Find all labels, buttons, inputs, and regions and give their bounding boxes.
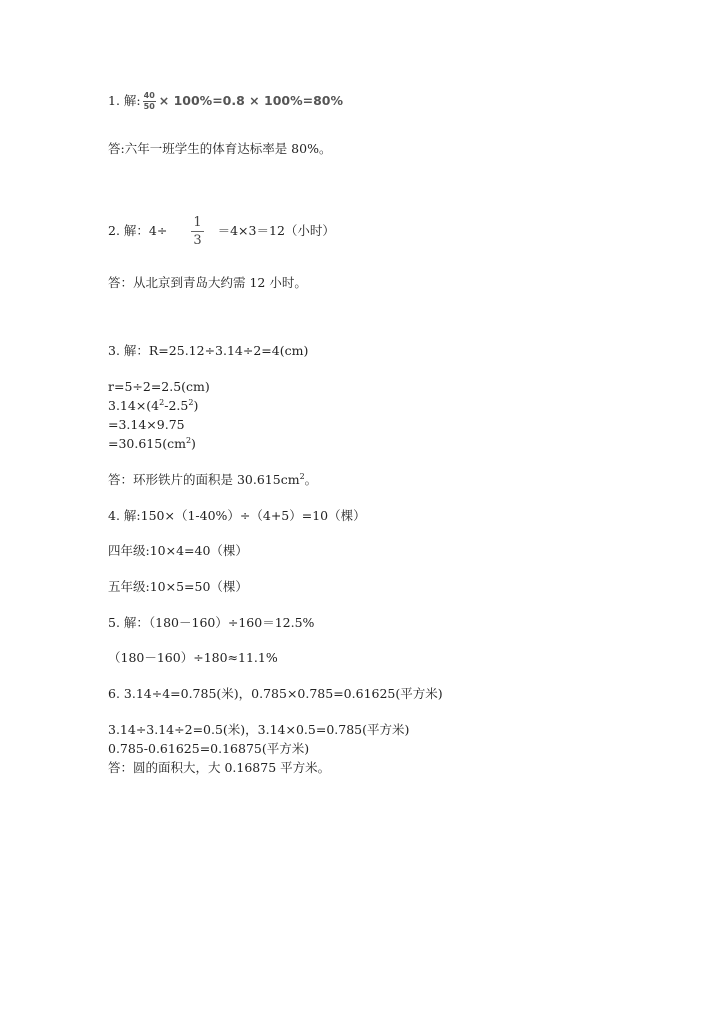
q3-line-3-exponent-1: 2 — [159, 398, 165, 407]
q2-solution-line — [108, 216, 335, 247]
q4-line-1: 4. 解:150×（1-40%）÷（4+5）=10（棵） — [108, 508, 366, 523]
q3-line-5-part-b: ) — [191, 436, 196, 451]
q3-line-3 — [108, 398, 198, 414]
q3-line-3-part-a: 3.14×(4 — [108, 398, 160, 413]
q4-line-3: 五年级:10×5=50（棵） — [108, 579, 248, 594]
q3-line-1: 3. 解：R=25.12÷3.14÷2=4(cm) — [108, 343, 309, 358]
q3-line-5-exponent: 2 — [185, 436, 192, 445]
q3-line-4: =3.14×9.75 — [108, 417, 185, 432]
q5-line-2: （180－160）÷180≈11.1% — [108, 650, 278, 665]
q2-fraction-numerator: 1 — [193, 215, 202, 230]
q4-line-2: 四年级:10×4=40（棵） — [108, 543, 248, 558]
q2-prefix: 2. 解：4÷ — [108, 223, 168, 238]
q6-answer: 答：圆的面积大，大 0.16875 平方米。 — [108, 760, 331, 775]
q1-solution-line — [108, 92, 343, 111]
q1-fraction-numerator: 40 — [143, 91, 155, 100]
q6-line-3: 0.785-0.61625=0.16875(平方米) — [108, 741, 310, 756]
q1-fraction — [143, 92, 156, 111]
q3-line-2: r=5÷2=2.5(cm) — [108, 379, 210, 394]
q6-line-1: 6. 3.14÷4=0.785(米)，0.785×0.785=0.61625(平方米) — [108, 686, 443, 701]
q3-answer-part-b: 。 — [304, 472, 318, 487]
q2-fraction-denominator: 3 — [193, 233, 202, 248]
q3-line-5 — [108, 436, 196, 452]
q3-line-3-exponent-2: 2 — [188, 398, 194, 407]
q1-prefix: 1. 解: — [108, 93, 141, 108]
q2-fraction — [191, 216, 203, 247]
q3-answer-exponent: 2 — [299, 472, 305, 481]
q2-expression: ＝4×3＝12（小时） — [217, 223, 335, 238]
q2-answer: 答：从北京到青岛大约需 12 小时。 — [108, 275, 307, 290]
q3-line-3-part-b: -2.5 — [164, 398, 189, 413]
q1-answer: 答:六年一班学生的体育达标率是 80%。 — [108, 141, 332, 156]
q5-line-1: 5. 解：（180－160）÷160＝12.5% — [108, 615, 315, 630]
q3-answer — [108, 472, 317, 488]
q1-fraction-denominator: 50 — [143, 102, 155, 111]
q6-line-2: 3.14÷3.14÷2=0.5(米)，3.14×0.5=0.785(平方米) — [108, 722, 410, 737]
q3-line-3-part-c: ) — [193, 398, 199, 413]
q3-answer-part-a: 答：环形铁片的面积是 30.615cm — [108, 472, 300, 487]
q3-line-5-part-a: =30.615(cm — [108, 436, 186, 451]
q1-expression: × 100%=0.8 × 100%=80% — [158, 93, 344, 108]
